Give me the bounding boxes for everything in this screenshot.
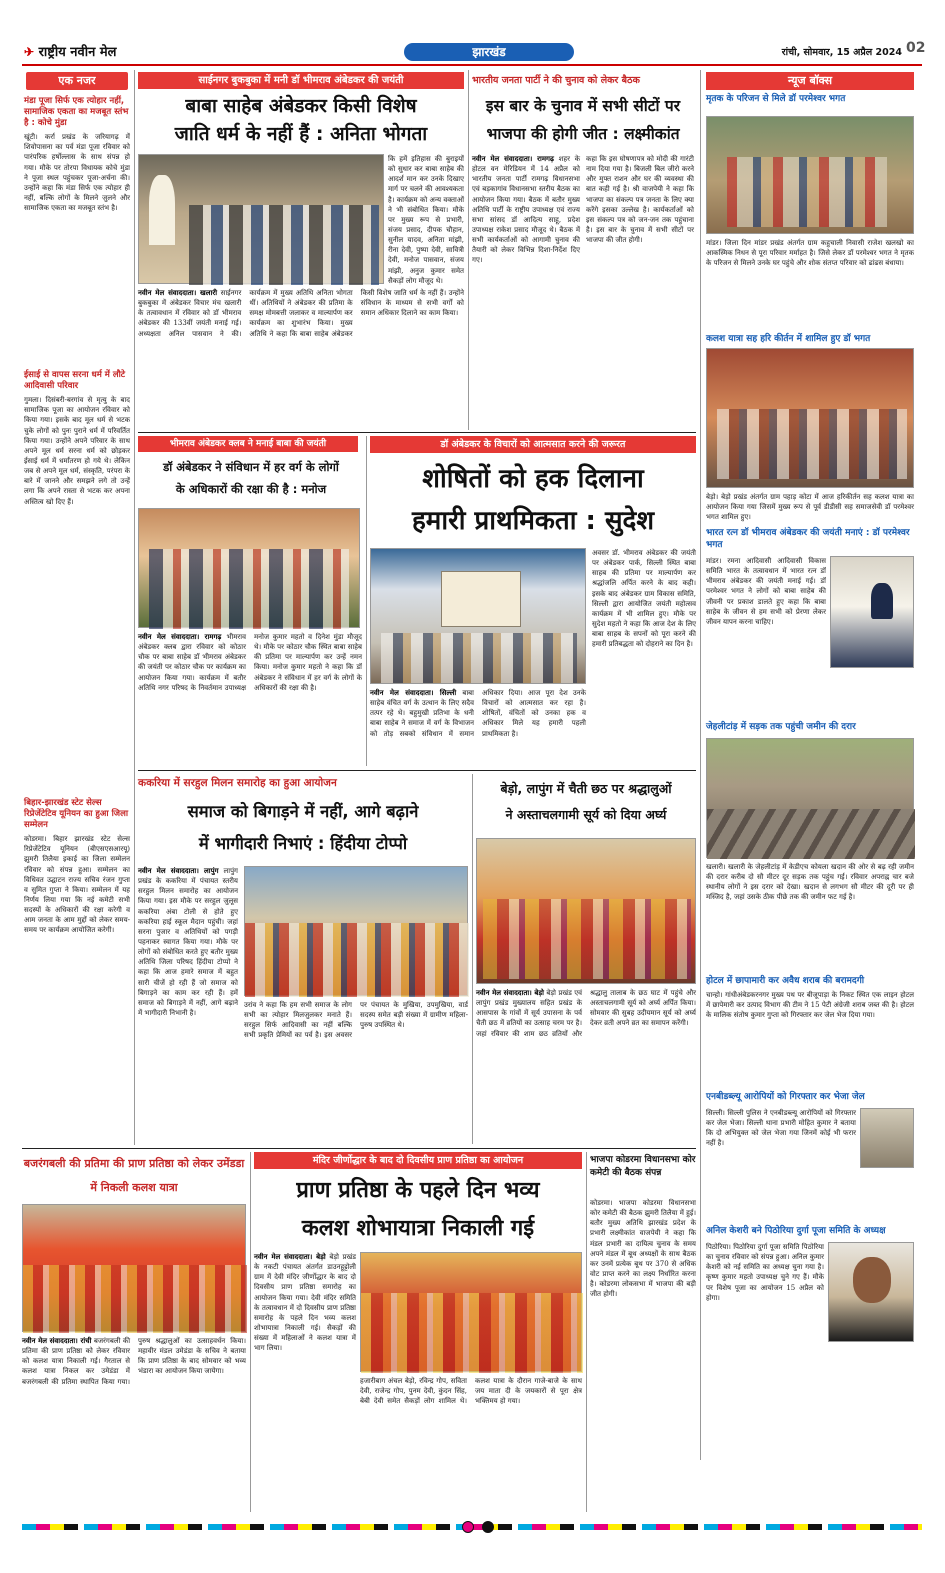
news-box-heading: कलश यात्रा सह हरि कीर्तन में शामिल हुए डॉ भगत — [706, 334, 871, 344]
masthead-bird-icon: ✈ — [24, 45, 35, 59]
news-box-photo — [828, 1242, 914, 1342]
news-box-body: सिल्ली। सिल्ली पुलिस ने एनबीडब्ल्यू आरोपियों को गिरफ्तार कर जेल भेजा। सिल्ली थाना प्रभारी मोहित कुमार ने बताया कि दो अभियुक्त को जेल भेजा गया जिनमें कोई भी फरार नहीं है। — [706, 1109, 856, 1148]
manoj-strip: भीमराव अंबेडकर क्लब ने मनाई बाबा की जयंती — [138, 436, 358, 452]
news-box-photo — [860, 1108, 914, 1168]
umedanda-body — [22, 1336, 246, 1512]
ek-nazar-title: एक नजर — [26, 72, 128, 90]
manoj-headline — [138, 456, 364, 502]
headline-line: बाबा साहेब अंबेडकर किसी विशेष — [185, 95, 417, 117]
headline-line: कलश शोभायात्रा निकाली गई — [301, 1216, 535, 1241]
dateline-header: रांची, सोमवार, 15 अप्रैल 2024 — [781, 47, 902, 58]
bjp-body — [472, 154, 580, 426]
news-box-item — [706, 528, 914, 718]
sudesh-photo — [370, 548, 586, 684]
news-box-body: बेड़ो। बेड़ो प्रखंड अंतर्गत ग्राम पहाड़ कोटा में आज हरिकीर्तन सह कलश यात्रा का आयोजन किया गया जिसमें मुख्य रूप से पूर्व डीडीसी सह समाजसेवी डॉ परमेश्वर भगत शामिल हुए। — [706, 493, 914, 522]
toppo-text: लापुंग प्रखंड के ककरिया में पंचायत स्तरीय सरहुल मिलन समारोह का आयोजन किया गया। इस मौके पर सरहुल जुलूस ककरिया अंबा टोली से होते हुए ककरिया हाई स्कूल मैदान पहुंची। जहां सरना पुजार व अतिथियों को पगड़ी पहनाकर स्वागत किया गया। मौके पर लोगों को संबोधित करते हुए बतौर मुख्य अतिथि जिला परिषद हिंदीया टोप्पो ने कहा कि आज हमारे समाज में बहुत सारी चीजें हो रही हैं जो समाज को बिगाड़ने का काम कर रही हैं। हमें समाज को बिगाड़ने में नहीं, आगे बढ़ाने में भागीदारी निभानी है। — [138, 867, 238, 1017]
news-box-item — [706, 976, 914, 1088]
headline-line: डॉ अंबेडकर ने संविधान में हर वर्ग के लोगों — [163, 460, 339, 474]
ambedkar-headline — [138, 92, 464, 150]
registration-mark-icon — [462, 1521, 474, 1533]
news-box-item — [706, 1092, 914, 1222]
news-box-photo — [830, 556, 914, 668]
toppo-dateline: नवीन मेल संवाददाता। लापुंग — [138, 866, 219, 875]
news-box-item — [706, 94, 914, 330]
headline-line: प्राण प्रतिष्ठा के पहले दिन भव्य — [296, 1178, 540, 1203]
ambedkar-text: साईनगर बुकबुका में अंबेडकर विचार मंच खलारी के तत्वावधान में रविवार को डॉ भीमराव अंबेडकर की 133वीं जयंती मनाई गई। अध्यक्षता अनिल पासवान ने की। कार्यक्रम में मुख्य अतिथि अनिता भोगता थीं। अतिथियों ने अंबेडकर की प्रतिमा के समक्ष मोमबत्ती जलाकर व माल्यार्पण कर कार्यक्रम का शुभारंभ किया। मुख्य अतिथि ने कहा कि बाबा साहेब अंबेडकर किसी विशेष जाति धर्म के नहीं हैं। उन्होंने संविधान के माध्यम से सभी वर्गों को समान अधिकार दिलाने का काम किया। — [138, 289, 464, 338]
ambedkar-body-col2: कि हमें इतिहास की बुराइयों को सुधार कर बाबा साहेब की आदर्श मान कर उनके दिखाए मार्ग पर चलने की आवश्यकता है। कार्यक्रम को अन्य वक्ताओं ने भी संबोधित किया। मौके पर मुख्य रूप से प्रभारी, संजय प्रसाद, दीपक चौहान, सुनील यादव, अनिता मांझी, रीना देवी, पुष्पा देवी, सावित्री देवी, मनोज पासवान, संजय मांझी, अनुज कुमार समेत सैकड़ों लोग मौजूद थे। — [388, 155, 464, 285]
koderma-strip: भाजपा कोडरमा विधानसभा कोर कमेटी की बैठक संपन्न — [590, 1155, 696, 1178]
brief-body: कोडरमा। बिहार झारखंड स्टेट सेल्स रिप्रेजेंटेटिव यूनियन (बीएसएसआरयू) झुमरी तिलैया इकाई का जिला सम्मेलन रविवार को संपन्न हुआ। सम्मेलन का विधिवत उद्घाटन राज्य सचिव रंजन गुप्ता व सुमित गुप्ता ने किया। सम्मेलन में यह निर्णय लिया गया कि नई कमेटी सभी सदस्यों के अधिकारों की रक्षा करेगी व आम जनता के आम मुद्दों को लेकर समय-समय पर कार्यक्रम आयोजित करेगी। — [24, 835, 130, 935]
sudesh-text: बाबा साहेब वंचित वर्ग के उत्थान के लिए सदैव तत्पर रहे थे। बहुमुखी प्रतिभा के धनी बाबा साहेब ने समाज में वर्ग के विभाजन को तोड़ सबको संविधान में समान अधिकार दिया। आज पूरा देश उनके विचारों को आत्मसात कर रहा है। शोषितों, वंचितों को उनका हक व अधिकार मिले यह हमारी पहली प्राथमिकता है। — [370, 689, 586, 738]
brief-heading: मंडा पूजा सिर्फ एक त्योहार नहीं, सामाजिक एकता का मजबूत स्तंभ है : कोचे मुंडा — [24, 96, 129, 129]
headline-line: बेड़ो, लापुंग में चैती छठ पर श्रद्धालुओं — [500, 781, 672, 796]
sudesh-dateline: नवीन मेल संवाददाता। सिल्ली — [370, 688, 457, 697]
manoj-photo — [138, 508, 360, 628]
kalash-text: बेड़ो प्रखंड के नकटी पंचायत अंतर्गत डाउनहूट्टोली ग्राम में देवी मंदिर जीर्णोद्धार के बाद दो दिवसीय प्राण प्रतिष्ठा समारोह का आयोजन किया गया। देवी मंदिर समिति के तत्वावधान में दो दिवसीय प्राण प्रतिष्ठा समारोह के पहले दिन भव्य कलश शोभायात्रा निकाली गई। सैकड़ों की संख्या में महिलाओं ने कलश यात्रा में भाग लिया। — [254, 1253, 356, 1353]
brief-heading: ईसाई से वापस सरना धर्म में लौटे आदिवासी परिवार — [24, 370, 126, 392]
umedanda-text: बजरंगबली की प्रतिमा की प्राण प्रतिष्ठा को लेकर रविवार को कलश यात्रा निकाली गई। गैरताल से कलश यात्रा निकल कर उमेडंडा में बजरंगबली की प्रतिमा स्थापित किया गया। पुरुष श्रद्धालुओं का उत्साहवर्धन किया। महावीर मंडल उमेडंडा के सचिव ने बताया कि प्राण प्रतिष्ठा के बाद सोमवार को भव्य भंडारा का आयोजन किया जायेगा। — [22, 1337, 246, 1386]
masthead-logo — [24, 42, 154, 62]
chhath-dateline: नवीन मेल संवाददाता। बेड़ो — [476, 988, 544, 997]
sudesh-headline — [370, 458, 696, 544]
news-box-item — [706, 334, 914, 524]
kalash-strip: मंदिर जीर्णोद्धार के बाद दो दिवसीय प्राण प्रतिष्ठा का आयोजन — [254, 1152, 582, 1169]
toppo-body — [138, 866, 238, 1140]
bjp-body-col2: कहा कि इस घोषणापत्र को मोदी की गारंटी नाम दिया गया है। बिजली बिल जीरो करने और मुफ्त राशन और घर की व्यवस्था की बात कही गई है। श्री वाजपेयी ने कहा कि भाजपा का संकल्प पत्र जनता के लिए क्या करेंगे इसका उल्लेख है। कार्यकर्ताओं को इस संकल्प पत्र को जन-जन तक पहुंचाना है। इस बार के चुनाव में सभी सीटों पर भाजपा की जीत होगी। — [586, 155, 694, 245]
print-registration-bar — [22, 1520, 922, 1534]
section-label: झारखंड — [404, 43, 574, 61]
sudesh-body — [370, 688, 586, 766]
toppo-body-col2: उरांव ने कहा कि हम सभी समाज के लोग सभी का त्योहार मिलजुलकर मनाते हैं। सरहुल सिर्फ आदिवासी का नहीं बल्कि सभी प्रकृति प्रेमियों का पर्व है। इस अवसर पर पंचायत के मुखिया, उपमुखिया, वार्ड सदस्य समेत बड़ी संख्या में ग्रामीण महिला-पुरुष उपस्थित थे। — [244, 1001, 468, 1040]
news-box-body: पिठोरिया। पिठोरिया दुर्गा पूजा समिति पिठोरिया का चुनाव रविवार को संपन्न हुआ। अनिल कुमार केशरी को नई समिति का अध्यक्ष चुना गया है। कृष्ण कुमार महतो उपाध्यक्ष चुने गए हैं। मौके पर विशेष पूजा का आयोजन 15 अप्रैल को होगा। — [706, 1243, 824, 1302]
brief-heading: बिहार-झारखंड स्टेट सेल्स रिप्रेजेंटेटिव यूनियन का हुआ जिला सम्मेलन — [24, 798, 129, 831]
koderma-body: कोडरमा। भाजपा कोडरमा विधानसभा कोर कमेटी की बैठक झुमरी तिलैया में हुई। बतौर मुख्य अतिथि झारखंड प्रदेश के प्रभारी लक्ष्मीकांत वाजपेयी ने कहा कि मंडल प्रभारी का दायित्व चुनाव के समय अपने मंडल में बूथ अध्यक्षों के साथ बैठक कर उनमें प्रत्येक बूथ पर 370 से अधिक वोट प्राप्त करने का लक्ष्य निर्धारित करना है। कोडरमा लोकसभा में भाजपा की बड़ी जीत होगी। — [590, 1199, 696, 1299]
news-box-heading: होटल में छापामारी कर अवैध शराब की बरामदगी — [706, 976, 865, 986]
headline-line: समाज को बिगाड़ने में नहीं, आगे बढ़ाने — [187, 802, 419, 821]
manoj-body — [138, 632, 362, 762]
headline-line: भाजपा की होगी जीत : लक्ष्मीकांत — [486, 125, 680, 143]
bjp-headline — [472, 92, 694, 150]
ambedkar-photo — [138, 154, 384, 284]
chhath-headline — [476, 776, 696, 832]
headline-line: शोषितों को हक दिलाना — [422, 464, 644, 494]
sudesh-body-col2: अवसर डॉ. भीमराव अंबेडकर की जयंती पर अंबेडकर पार्क, सिल्ली स्थित बाबा साहब की प्रतिमा पर माल्यार्पण कर श्रद्धांजलि अर्पित करने के बाद कही। इसके बाद अंबेडकर ग्राम विकास समिति, सिल्ली द्वारा आयोजित जयंती महोत्सव कार्यक्रम में भी शामिल हुए। मौके पर सुदेश महतो ने कहा कि आज देश के लिए बाबा साहब के सपनों को पूरा करने की हमारी प्रतिबद्धता को दोहराने का दिन है। — [592, 549, 696, 649]
kalash-headline — [254, 1172, 582, 1248]
news-box-heading: अनिल केशरी बने पिठोरिया दुर्गा पूजा समिति के अध्यक्ष — [706, 1226, 886, 1236]
news-box-heading: मृतक के परिजन से मिले डॉ परमेश्वर भगत — [706, 94, 846, 104]
brief-body: खूंटी। कर्रा प्रखंड के जरियागढ़ में शिवोपासना का पर्व मंडा पूजा रविवार को पारंपरिक हर्षोल्लास के साथ संपन्न हो गया। मौके पर तोरपा विधायक कोचे मुंडा ने पूजा स्थल पहुंचकर पूजा-अर्चना की। उन्होंने कहा कि मंडा सिर्फ एक त्योहार ही नहीं, बल्कि लोगों के मिलने जुलने और सामाजिक एकता का मजबूत स्तंभ है। — [24, 133, 130, 213]
kalash-dateline: नवीन मेल संवाददाता। बेड़ो — [254, 1252, 326, 1261]
ambedkar-body — [138, 288, 464, 428]
toppo-strip: ककरिया में सरहुल मिलन समारोह का हुआ आयोजन — [138, 777, 337, 789]
news-box-body: मांडर। जिला दिन मांडर प्रखंड अंतर्गत ग्राम कहुचाली निवासी राजेश खलखो का आकस्मिक निधन से पूरा परिवार मर्माहत है। जिसे लेकर डॉ परमेश्वर भगत ने मृतक के परिजन से मिलने उनके घर पहुंचे और शोक संतप्त परिवार को ढांढस बंधाया। — [706, 239, 914, 268]
bjp-dateline: नवीन मेल संवाददाता। रामगढ़ — [472, 154, 554, 163]
toppo-headline — [138, 796, 468, 862]
brief-item — [24, 370, 130, 840]
masthead-title: राष्ट्रीय नवीन मेल — [38, 45, 117, 60]
kalash-body — [254, 1252, 356, 1512]
news-box-heading: जेहलीटांड़ में सड़क तक पहुंची जमीन की दरार — [706, 722, 856, 732]
bjp-text: शहर के होटल वन मेरिडियन में 14 अप्रैल को भारतीय जनता पार्टी रामगढ़ विधानसभा एवं बड़कागांव विधानसभा स्तरीय बैठक का आयोजन किया गया। बैठक में बतौर मुख्य अतिथि पार्टी के राष्ट्रीय उपाध्यक्ष एवं राज्य सभा सांसद डॉ आदित्य साहू, प्रदेश उपाध्यक्ष राकेश प्रसाद मौजूद थे। बैठक में सभी कार्यकर्ताओं को आगामी चुनाव की तैयारी को लेकर विभिन्न दिशा-निर्देश दिए गए। — [472, 155, 580, 265]
headline-line: में भागीदारी निभाएं : हिंदीया टोप्पो — [198, 834, 408, 853]
news-box-body: खलारी। खलारी के जेहलीटांड़ में केडीएच कोयला खदान की ओर से बढ़ रही जमीन की दरार करीब दो सौ मीटर दूर सड़क तक पहुंच गई। रविवार अपराह्न चार बजे स्थानीय लोगों ने इस दरार को देखा। खदान से लगभग सौ मीटर की दूरी पर ही मस्जिद है, जहां उसके ठीक पीछे तक की जमीन फट गई है। — [706, 863, 914, 902]
brief-body: गुमला। दिसंबरी-बरगांव से मृत्यु के बाद सामाजिक पूजा का आयोजन रविवार को किया गया। इसके बाद मूल धर्म से भटक चुके लोगों को पुनः पुराने धर्म में परिवर्तित किया गया। उन्होंने अपने परिवार के साथ अपने मूल धर्म सरना धर्म को छोड़कर ईसाई धर्म में धर्मांतरण हो गये थे। लेकिन जब से अपने मूल धर्म, संस्कृति, परंपरा के बारे में जानने और समझने लगे तो उन्हें लगा कि अपने रास्ता से भटक कर अपना अस्तित्व खो दिए हैं। — [24, 396, 130, 506]
news-box-photo — [706, 116, 914, 234]
headline-line: इस बार के चुनाव में सभी सीटों पर — [485, 97, 681, 115]
news-box-heading: भारत रत्न डॉ भीमराव अंबेडकर की जयंती मनाएं : डॉ परमेश्वर भगत — [706, 528, 910, 550]
manoj-text: भीमराव अंबेडकर क्लब द्वारा रविवार को कोठार चौक पर बाबा साहेब डॉ भीमराव अंबेडकर की जयंती पर कोठार चौक पर कार्यक्रम का आयोजन किया गया। कार्यक्रम में बतौर अतिथि नगर परिषद के निवर्तमान उपाध्यक्ष मनोज कुमार महतो व दिनेश मुंडा मौजूद थे। मौके पर कोठार चौक स्थित बाबा साहेब की प्रतिमा पर माल्यार्पण कर उन्हें नमन किया। मनोज कुमार महतो ने कहा कि डॉ अंबेडकर ने संविधान में हर वर्ग के लोगों के अधिकारों की रक्षा की है। — [138, 633, 362, 692]
umedanda-strip: बजरंगबली की प्रतिमा की प्राण प्रतिष्ठा को लेकर उमेंडडा में निकली कलश यात्रा — [23, 1157, 245, 1194]
kalash-photo — [360, 1252, 582, 1372]
manoj-dateline: नवीन मेल संवाददाता। रामगढ़ — [138, 632, 222, 641]
news-box-item — [706, 1226, 914, 1466]
registration-mark-icon — [482, 1521, 494, 1533]
news-box-photo — [706, 738, 914, 858]
umedanda-photo — [22, 1204, 246, 1332]
sudesh-strip: डॉ अंबेडकर के विचारों को आत्मसात करने की जरूरत — [370, 436, 696, 453]
headline-line: हमारी प्राथमिकता : सुदेश — [411, 506, 655, 536]
headline-line: ने अस्ताचलगामी सूर्य को दिया अर्घ्य — [505, 807, 667, 822]
bjp-strip: भारतीय जनता पार्टी ने की चुनाव को लेकर बैठक — [472, 75, 640, 86]
chhath-text: बेड़ो प्रखंड एवं लापुंग प्रखंड मुख्यालय सहित प्रखंड के आसपास के गांवों में सूर्य उपासना के पर्व चैती छठ में व्रतियों का उत्साह चरम पर है। जहां रविवार की शाम छठ व्रतियों और श्रद्धालु तालाब के छठ घाट में पहुंचे और अस्ताचलगामी सूर्य को अर्घ्य अर्पित किया। सोमवार की सुबह उदीयमान सूर्य को अर्घ्य देकर व्रती अपने व्रत का समापन करेंगी। — [476, 989, 696, 1038]
news-box-title: न्यूज बॉक्स — [706, 72, 914, 90]
headline-line: के अधिकारों की रक्षा की है : मनोज — [175, 482, 327, 496]
masthead-bar — [22, 40, 926, 66]
news-box-body: मांडर। रमना आदिवासी आदिवासी विकास समिति भारत के तत्वावधान में भारत रत्न डॉ भीमराव अंबेडकर की जयंती मनाई गई। डॉ परमेश्वर भगत ने लोगों को बाबा साहेब की जीवनी पर प्रकाश डालते हुए कहा कि बाबा साहेब के जीवन से हम सभी को प्रेरणा लेकर जीवन यापन करना चाहिए। — [706, 557, 826, 626]
news-box-heading: एनबीडब्ल्यू आरोपियों को गिरफ्तार कर भेजा जेल — [706, 1092, 865, 1102]
ambedkar-dateline: नवीन मेल संवाददाता। खलारी — [138, 288, 218, 297]
toppo-photo — [244, 866, 468, 996]
chhath-body — [476, 988, 696, 1144]
news-box-photo — [706, 348, 914, 488]
ambedkar-strip: साईनगर बुकबुका में मनी डॉ भीमराव अंबेडकर की जयंती — [138, 72, 464, 89]
news-box-body: चान्हो। गांधीअंबेडकरनगर मुख्य पथ पर बीजूपाड़ा के निकट स्थित एक लाइन होटल में छापेमारी कर उत्पाद विभाग की टीम ने 15 पेटी अंग्रेजी शराब जब्त की है। होटल के मालिक संतोष कुमार गुप्ता को गिरफ्तार कर जेल भेज दिया गया। — [706, 991, 914, 1020]
brief-item — [24, 798, 130, 1188]
page-number: 02 — [906, 40, 926, 56]
headline-line: जाति धर्म के नहीं हैं : अनिता भोगता — [174, 123, 428, 145]
chhath-photo — [476, 838, 696, 984]
umedanda-dateline: नवीन मेल संवाददाता। रांची — [22, 1336, 92, 1345]
kalash-body-col2: हजारीबाग अंचल बेड़ो, रविन्द्र गोप, सविता देवी, राजेन्द्र गोप, पुनम देवी, कुंदन सिंह, बेबी देवी समेत सैकड़ों लोग शामिल थे। कलश यात्रा के दौरान गाजे-बाजे के साथ जय माता दी के जयकारों से पूरा क्षेत्र भक्तिमय हो गया। — [360, 1377, 582, 1406]
news-box-item — [706, 722, 914, 972]
